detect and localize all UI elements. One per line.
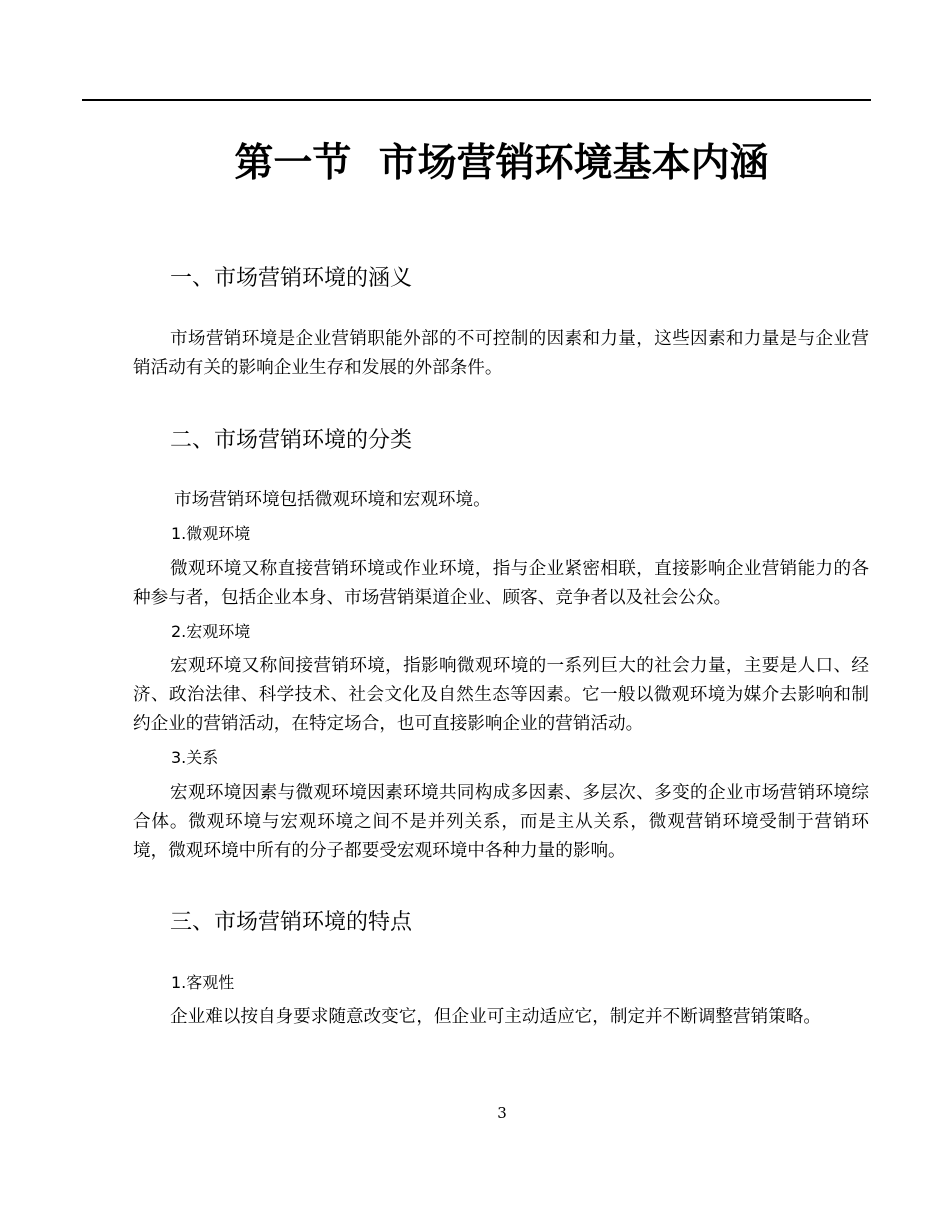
header-rule: [82, 99, 871, 101]
item-paragraph-micro: 微观环境又称直接营销环境或作业环境，指与企业紧密相联，直接影响企业营销能力的各种参与者，包括企业本身、市场营销渠道企业、顾客、竞争者以及社会公众。: [133, 559, 869, 608]
section-heading-classification: 二、市场营销环境的分类: [170, 428, 413, 453]
section-paragraph-meaning: 市场营销环境是企业营销职能外部的不可控制的因素和力量，这些因素和力量是与企业营销活动有关的影响企业生存和发展的外部条件。: [133, 329, 869, 378]
page-number: 3: [497, 1104, 507, 1122]
item-paragraph-objectivity: 企业难以按自身要求随意改变它，但企业可主动适应它，制定并不断调整营销策略。: [170, 1007, 821, 1027]
item-paragraph-relation: 宏观环境因素与微观环境因素环境共同构成多因素、多层次、多变的企业市场营销环境综合体。微观环境与宏观环境之间不是并列关系，而是主从关系，微观营销环境受制于营销环境，微观环境中所有的分子都要受宏观环境中各种力量的影响。: [133, 783, 869, 861]
item-label-macro: 2.宏观环境: [171, 622, 251, 641]
classification-intro: 市场营销环境包括微观环境和宏观环境。: [174, 490, 491, 510]
item-paragraph-macro: 宏观环境又称间接营销环境，指影响微观环境的一系列巨大的社会力量，主要是人口、经济、政治法律、科学技术、社会文化及自然生态等因素。它一般以微观环境为媒介去影响和制约企业的营销活动，在特定场合，也可直接影响企业的营销活动。: [133, 656, 869, 734]
item-label-relation: 3.关系: [171, 748, 219, 767]
item-label-micro: 1.微观环境: [171, 524, 251, 543]
section-heading-meaning: 一、市场营销环境的涵义: [170, 266, 413, 291]
page-title: 第一节 市场营销环境基本内涵: [234, 141, 769, 186]
section-heading-features: 三、市场营销环境的特点: [170, 910, 413, 935]
item-label-objectivity: 1.客观性: [171, 973, 235, 992]
